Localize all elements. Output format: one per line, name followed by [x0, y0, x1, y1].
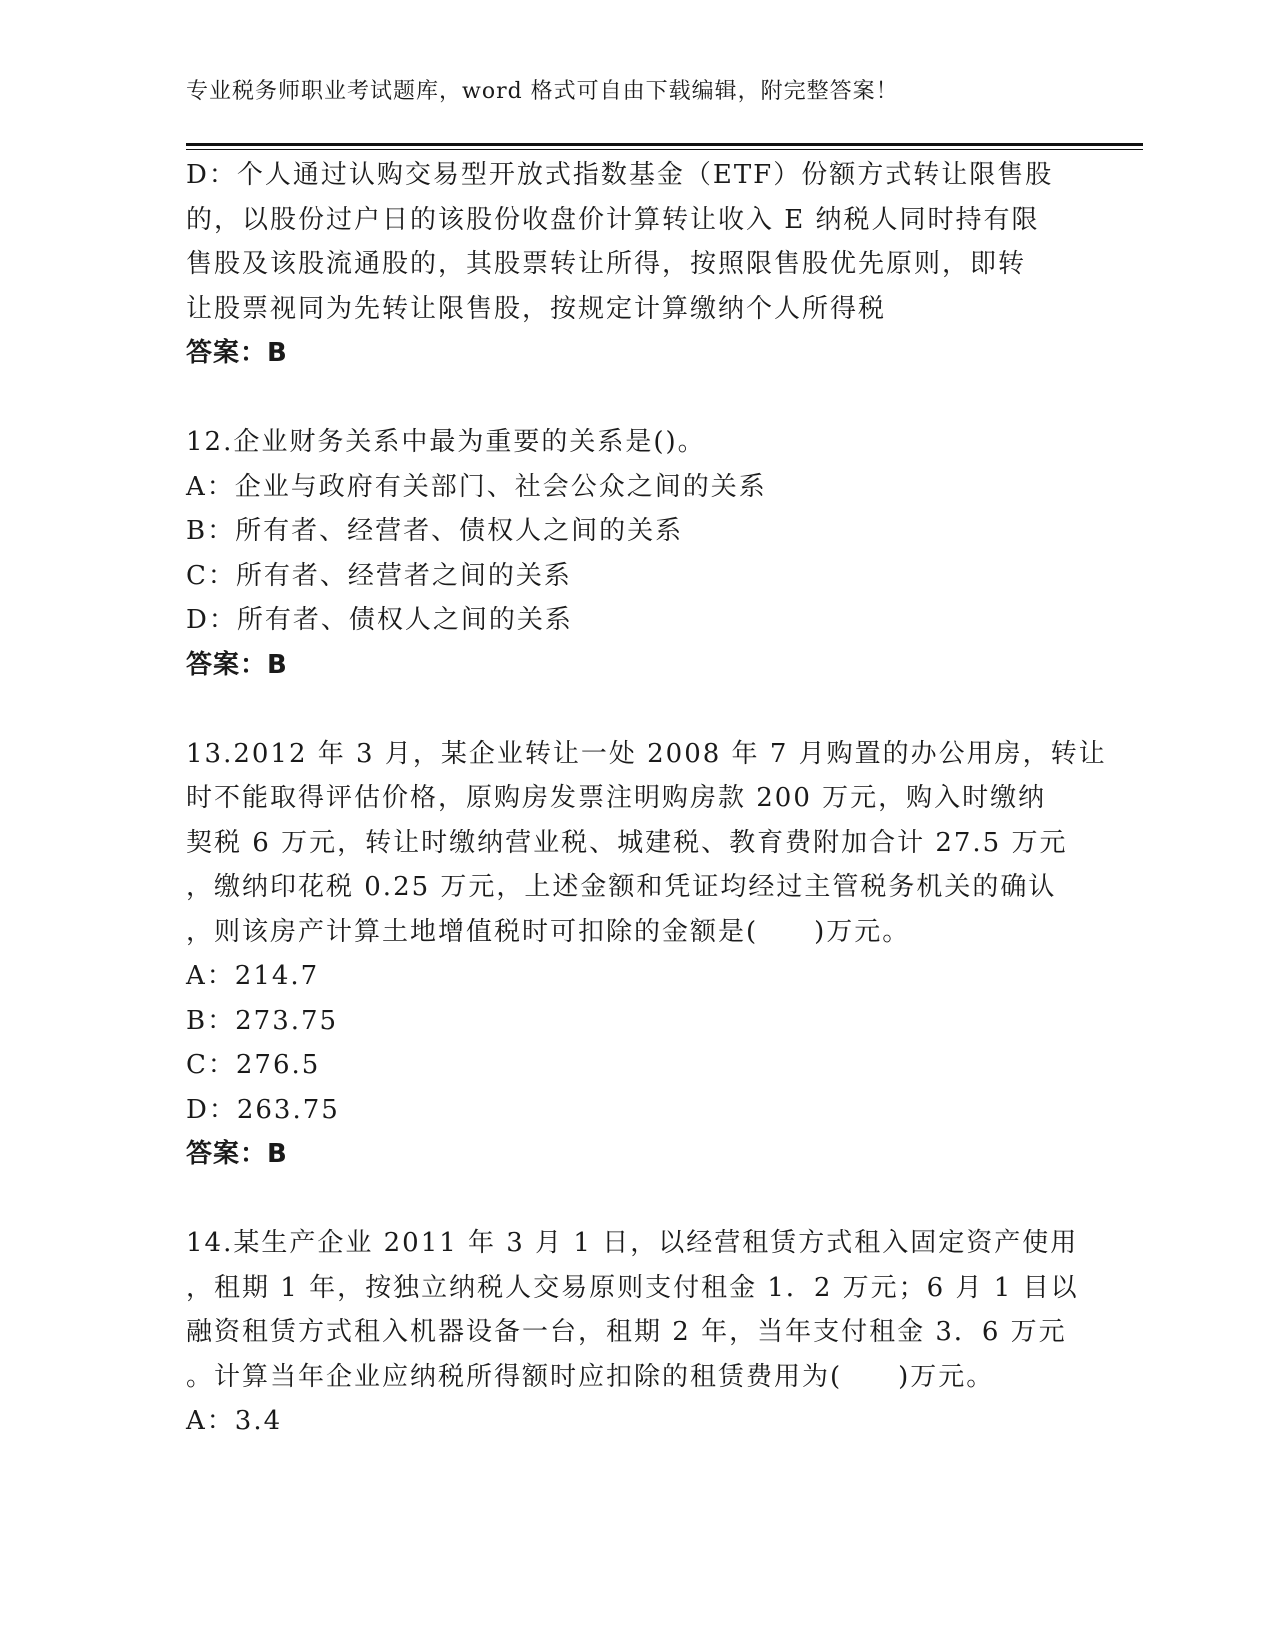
q13-answer: 答案：B	[186, 1139, 288, 1169]
q11-option-d-line: 售股及该股流通股的，其股票转让所得，按照限售股优先原则，即转	[186, 249, 1027, 279]
spacer	[186, 376, 1076, 421]
q12-option-c: C：所有者、经营者之间的关系	[186, 560, 572, 591]
q14-stem-line: ，租期 1 年，按独立纳税人交易原则支付租金 1．2 万元；6 月 1 目以	[186, 1272, 1079, 1303]
q13-option-d: D：263.75	[186, 1094, 340, 1125]
q12-answer: 答案：B	[186, 649, 288, 680]
q14-stem-line: 14.某生产企业 2011 年 3 月 1 日，以经营租赁方式租入固定资产使用	[186, 1228, 1079, 1258]
exam-content	[186, 153, 1107, 1444]
q13-option-b: B：273.75	[186, 1005, 339, 1036]
q13-stem-line: ，则该房产计算土地增值税时可扣除的金额是( )万元。	[186, 916, 911, 947]
q11-answer: 答案：B	[186, 338, 288, 368]
q11-option-d-line: D：个人通过认购交易型开放式指数基金（ETF）份额方式转让限售股	[186, 160, 1054, 190]
q13-stem-line: ，缴纳印花税 0.25 万元，上述金额和凭证均经过主管税务机关的确认	[186, 872, 1057, 902]
q13-option-a: A：214.7	[186, 961, 320, 991]
q13-stem-line: 时不能取得评估价格，原购房发票注明购房款 200 万元，购入时缴纳	[186, 783, 1047, 813]
q13-stem-line: 契税 6 万元，转让时缴纳营业税、城建税、教育费附加合计 27.5 万元	[186, 827, 1068, 858]
spacer	[186, 1177, 1076, 1222]
question-14	[186, 1221, 1079, 1444]
page-header: 专业税务师职业考试题库，word 格式可自由下载编辑，附完整答案！	[186, 79, 899, 104]
q13-stem-line: 13.2012 年 3 月，某企业转让一处 2008 年 7 月购置的办公用房，转让	[186, 738, 1107, 769]
q12-stem: 12.企业财务关系中最为重要的关系是()。	[186, 427, 706, 457]
q13-option-c: C：276.5	[186, 1050, 321, 1080]
spacer	[186, 687, 1076, 732]
q14-stem-line: 。计算当年企业应纳税所得额时应扣除的租赁费用为( )万元。	[186, 1361, 995, 1392]
q12-option-a: A：企业与政府有关部门、社会公众之间的关系	[186, 471, 767, 502]
q14-stem-line: 融资租赁方式租入机器设备一台，租期 2 年，当年支付租金 3．6 万元	[186, 1317, 1067, 1347]
q14-option-a: A：3.4	[186, 1406, 283, 1436]
question-12	[186, 420, 1076, 687]
q11-option-d-line: 让股票视同为先转让限售股，按规定计算缴纳个人所得税	[186, 293, 887, 324]
q11-option-d-line: 的，以股份过户日的该股份收盘价计算转让收入 E 纳税人同时持有限	[186, 204, 1040, 235]
question-11-tail	[186, 153, 1076, 376]
q12-option-d: D：所有者、债权人之间的关系	[186, 605, 573, 635]
header-rule-thick	[186, 143, 1143, 146]
q12-option-b: B：所有者、经营者、债权人之间的关系	[186, 516, 684, 546]
question-13	[186, 732, 1107, 1177]
header-rule-thin	[186, 149, 1143, 150]
